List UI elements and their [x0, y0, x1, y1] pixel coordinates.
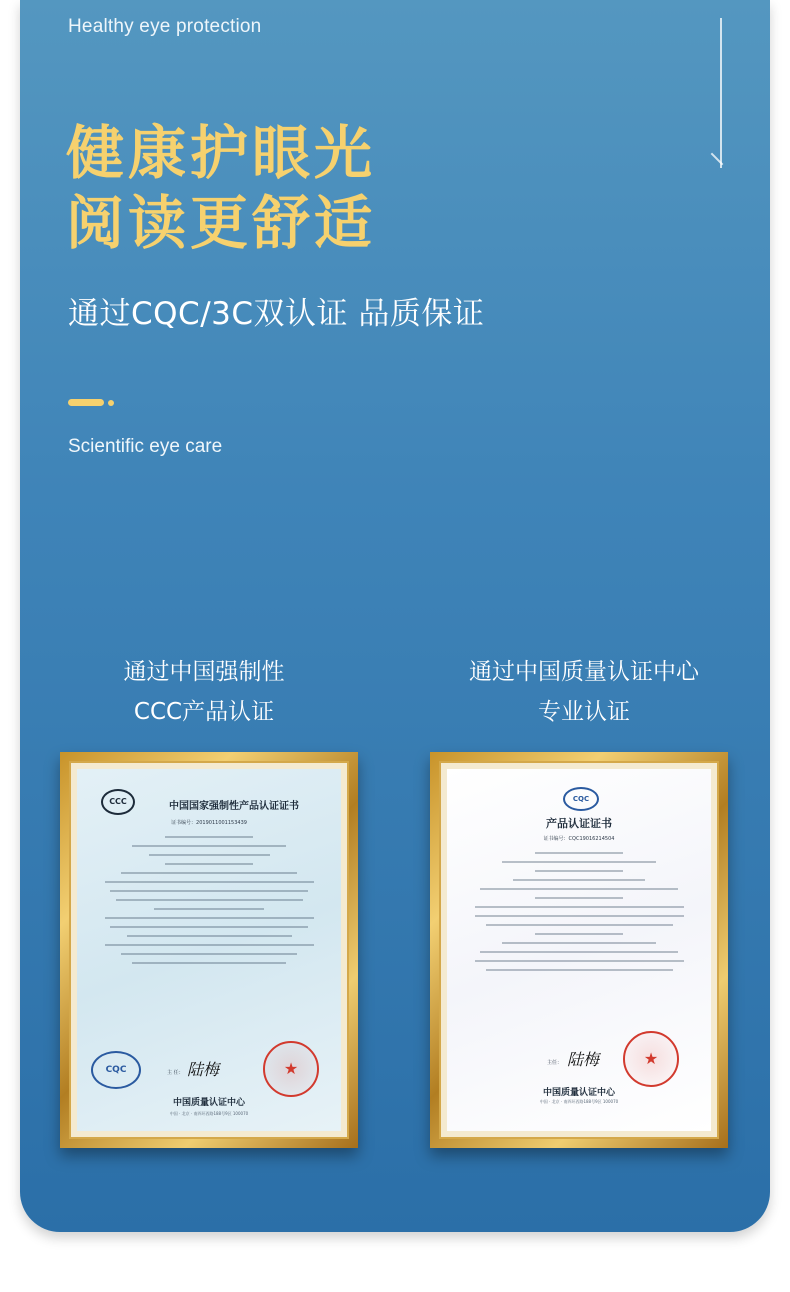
certificate-paper	[77, 769, 341, 1131]
certificate-frame-cqc	[430, 752, 728, 1148]
certificate-caption-ccc	[34, 652, 374, 732]
certificate-paper	[447, 769, 711, 1131]
certificate-body-lines	[99, 829, 319, 971]
corner-line	[720, 18, 722, 168]
issuing-organization: 中国质量认证中心	[542, 1088, 615, 1098]
caption-line: 通过中国质量认证中心	[469, 659, 699, 685]
headline-line-2: 阅读更舒适	[66, 189, 377, 257]
accent-dash	[68, 399, 104, 406]
eyebrow-text: Healthy eye protection	[68, 16, 262, 37]
headline-line-1: 健康护眼光	[66, 119, 377, 187]
red-stamp-icon	[623, 1031, 679, 1087]
frame-mat	[69, 761, 349, 1139]
red-stamp-icon	[263, 1041, 319, 1097]
subline-text: Scientific eye care	[68, 436, 223, 457]
certificate-body-lines	[469, 845, 689, 978]
certificate-footer: 中国 · 北京 · 南四环西路188号9区 100070	[539, 1099, 619, 1104]
certificate-number: 证书编号：CQC19016214504	[543, 836, 615, 842]
promo-card	[20, 0, 770, 1232]
certificate-footer: 中国 · 北京 · 南四环西路188号9区 100070	[169, 1111, 249, 1116]
signature-image: 陆梅	[187, 1060, 220, 1079]
caption-line: 专业认证	[538, 699, 630, 725]
issuing-organization: 中国质量认证中心	[172, 1098, 245, 1108]
certificate-title: 产品认证证书	[546, 817, 612, 830]
signature-image: 陆梅	[567, 1050, 600, 1069]
ccc-logo-icon: CCC	[101, 789, 135, 815]
accent-dot	[108, 400, 114, 406]
tagline: 通过CQC/3C双认证 品质保证	[68, 296, 485, 332]
cqc-seal-icon: CQC	[91, 1051, 141, 1089]
signer-label: 主任：	[547, 1060, 563, 1066]
certificate-frame-ccc	[60, 752, 358, 1148]
certificate-caption-cqc	[414, 652, 754, 732]
certificate-number: 证书编号：2019011001153439	[171, 820, 247, 826]
caption-line: 通过中国强制性	[123, 659, 285, 685]
certificate-title: 中国国家强制性产品认证证书	[169, 801, 299, 812]
cqc-logo-icon: CQC	[563, 787, 599, 811]
signer-label: 主 任：	[167, 1070, 184, 1076]
frame-mat	[439, 761, 719, 1139]
caption-line: CCC产品认证	[133, 699, 275, 725]
